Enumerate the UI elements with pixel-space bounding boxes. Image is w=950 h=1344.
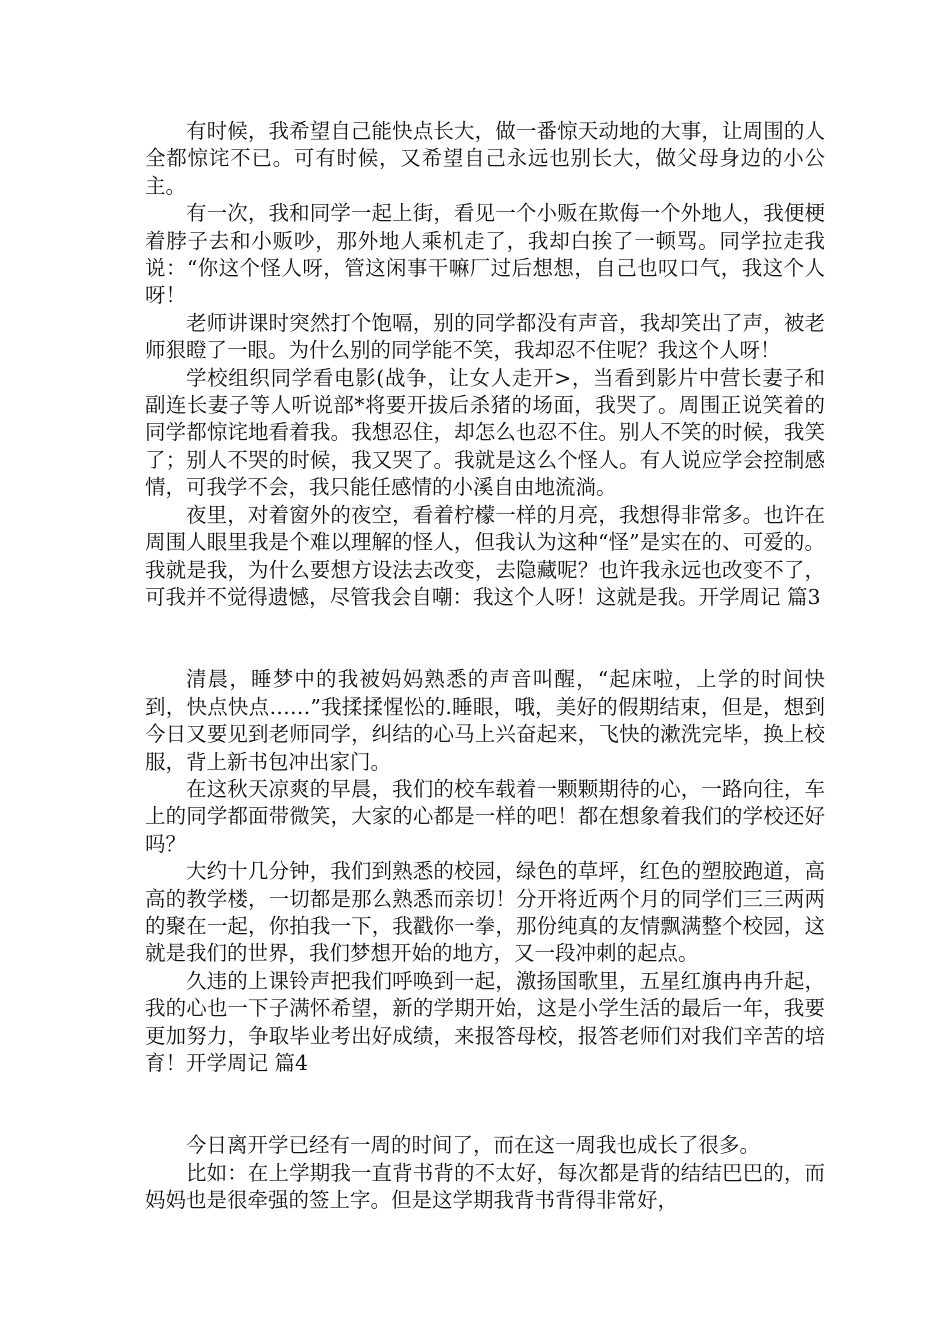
paragraph: 在这秋天凉爽的早晨，我们的校车载着一颗颗期待的心，一路向往，车上的同学都面带微笑，大家的心都是一样的吧！都在想象着我们的学校还好吗？ (145, 776, 825, 856)
paragraph: 比如：在上学期我一直背书背的不太好，每次都是背的结结巴巴的，而妈妈也是很牵强的签上字。但是这学期我背书背得非常好， (145, 1160, 825, 1213)
paragraph: 有时候，我希望自己能快点长大，做一番惊天动地的大事，让周围的人全都惊诧不已。可有时候，又希望自己永远也别长大，做父母身边的小公主。 (145, 119, 825, 198)
paragraph: 今日离开学已经有一周的时间了，而在这一周我也成长了很多。 (186, 1133, 760, 1158)
paragraph: 大约十几分钟，我们到熟悉的校园，绿色的草坪，红色的塑胶跑道，高高的教学楼，一切都是那么熟悉而亲切！分开将近两个月的同学们三三两两的聚在一起，你拍我一下，我戳你一拳，那份纯真的友情飘满整个校园，这就是我们的世界，我们梦想开始的地方，又一段冲刺的起点。 (145, 859, 825, 966)
section-spacer (145, 611, 825, 666)
paragraph: 久违的上课铃声把我们呼唤到一起，激扬国歌里，五星红旗冉冉升起，我的心也一下子满怀希望，新的学期开始，这是小学生活的最后一年，我要更加努力，争取毕业考出好成绩，来报答母校，报答老师们对我们辛苦的培育！开学周记 篇4 (145, 968, 825, 1075)
paragraph: 夜里，对着窗外的夜空，看着柠檬一样的月亮，我想得非常多。也许在周围人眼里我是个难以理解的怪人，但我认为这种“怪”是实在的、可爱的。我就是我，为什么要想方设法去改变，去隐藏呢？也许我永远也改变不了，可我并不觉得遗憾，尽管我会自嘲：我这个人呀！这就是我。开学周记 篇3 (145, 502, 825, 609)
paragraph: 学校组织同学看电影(战争，让女人走开>，当看到影片中营长妻子和副连长妻子等人听说部*将要开拔后杀猪的场面，我哭了。周围正说笑着的同学都惊诧地看着我。我想忍住，却怎么也忍不住。别人不笑的时候，我笑了；别人不哭的时候，我又哭了。我就是这么个怪人。有人说应学会控制感情，可我学不会，我只能任感情的小溪自由地流淌。 (145, 365, 825, 500)
paragraph: 有一次，我和同学一起上街，看见一个小贩在欺侮一个外地人，我便梗着脖子去和小贩吵，那外地人乘机走了，我却白挨了一顿骂。同学拉走我说：“你这个怪人呀，管这闲事干嘛厂过后想想，自己也叹口气，我这个人呀！ (145, 201, 825, 308)
paragraph: 老师讲课时突然打个饱嗝，别的同学都没有声音，我却笑出了声，被老师狠瞪了一眼。为什么别的同学能不笑，我却忍不住呢？我这个人呀！ (145, 310, 825, 363)
paragraph: 清晨，睡梦中的我被妈妈熟悉的声音叫醒，“起床啦，上学的时间快到，快点快点……”我揉揉惺忪的.睡眼，哦，美好的假期结束，但是，想到今日又要见到老师同学，纠结的心马上兴奋起来，飞快的漱洗完毕，换上校服，背上新书包冲出家门。 (145, 667, 825, 774)
document-body (145, 118, 825, 1215)
section-spacer (145, 1077, 825, 1132)
